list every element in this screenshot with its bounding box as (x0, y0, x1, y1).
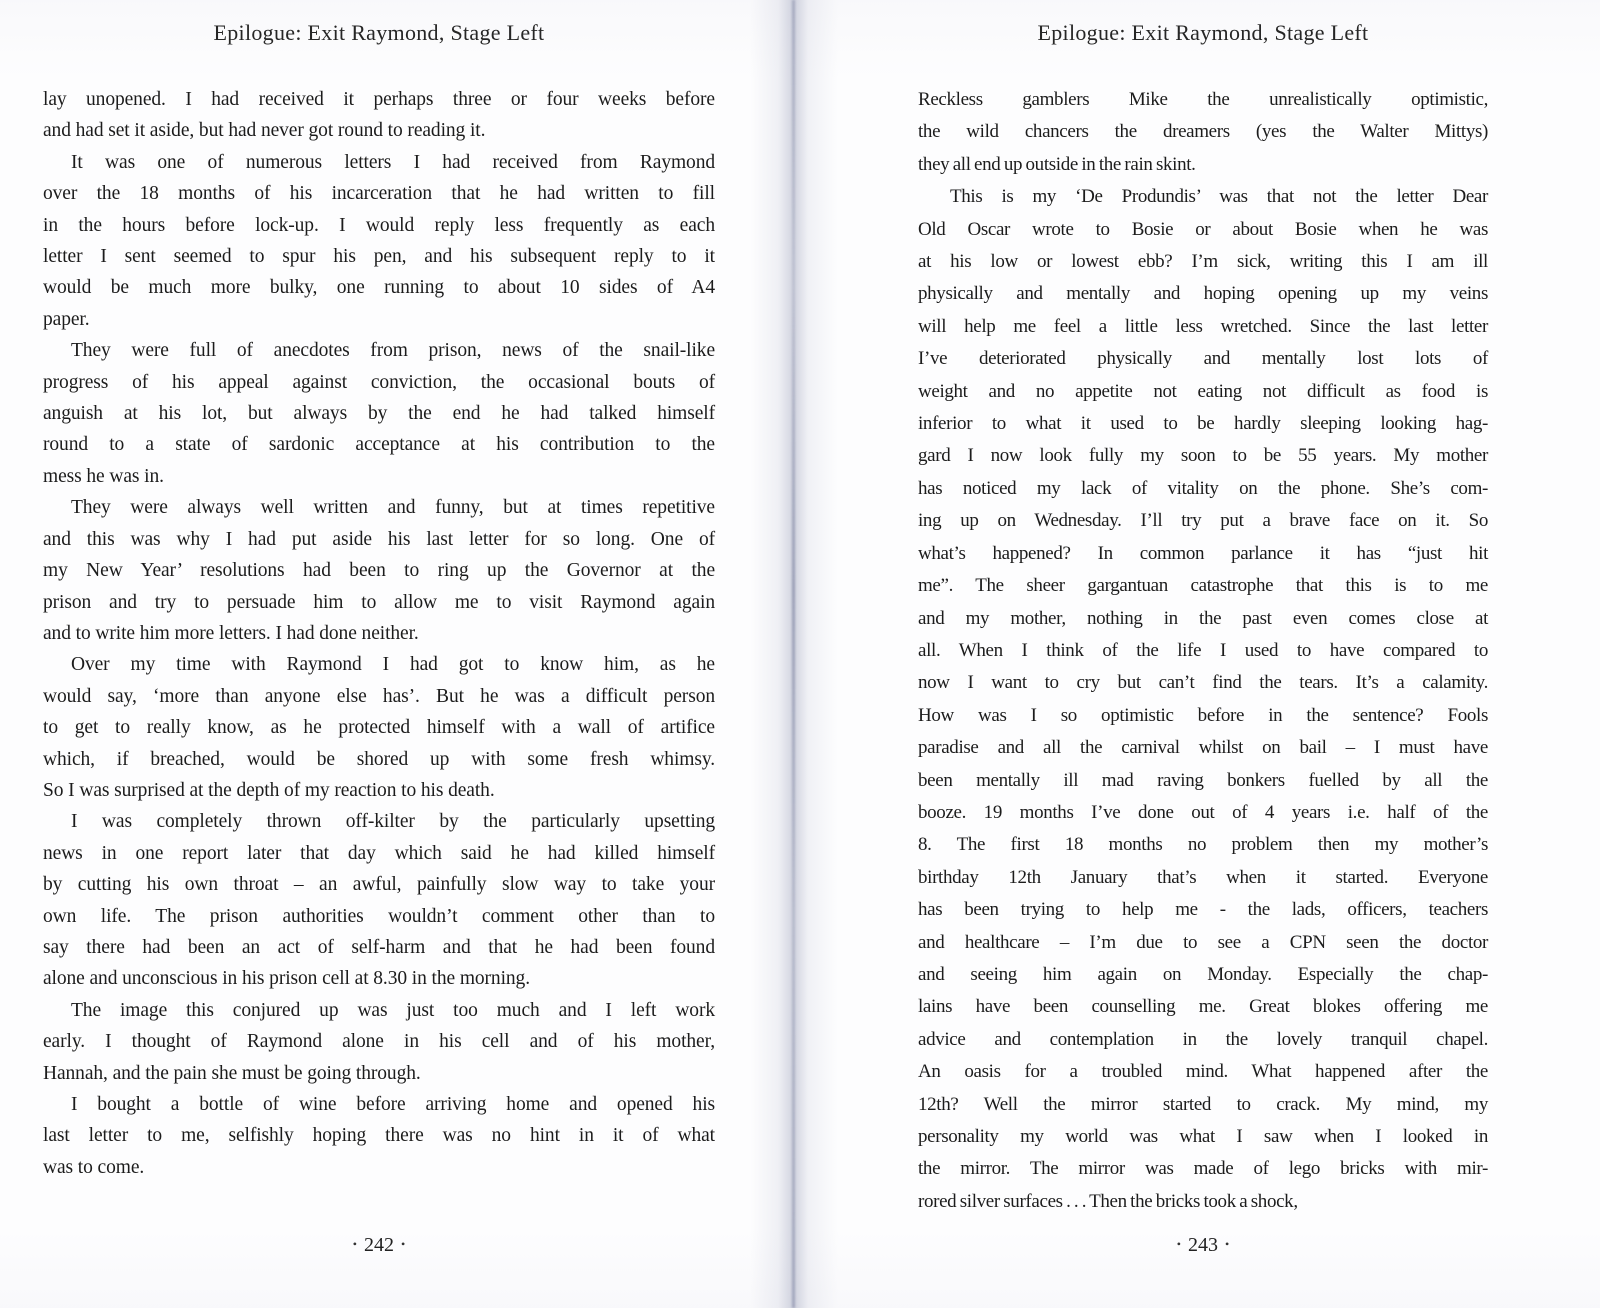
footer-ornament: • (352, 1237, 357, 1251)
text-line: Over my time with Raymond I had got to know him, as he (71, 654, 715, 676)
text-line: I bought a bottle of wine before arriving home and opened his (71, 1094, 715, 1115)
footer-ornament: • (1176, 1237, 1181, 1251)
text-line: inferior to what it used to be hardly sleeping looking hag- (918, 413, 1488, 435)
text-line: will help me feel a little less wretched. Since the last letter (918, 315, 1488, 337)
text-line: and my mother, nothing in the past even comes close at (918, 607, 1488, 629)
text-line: say there had been an act of self-harm and that he had been found (43, 936, 715, 958)
text-line: been mentally ill mad raving bonkers fuelled by all the (918, 769, 1488, 791)
text-line: round to a state of sardonic acceptance at his contribution to the (43, 434, 715, 456)
text-line: has been trying to help me - the lads, officers, teachers (918, 899, 1488, 921)
text-line: physically and mentally and hoping opening up my veins (918, 283, 1488, 305)
text-line: weight and no appetite not eating not difficult as food is (918, 380, 1488, 402)
text-line: and seeing him again on Monday. Especially the chap- (918, 963, 1488, 985)
text-line: birthday 12th January that’s when it started. Everyone (918, 866, 1488, 888)
text-line: and this was why I had put aside his last letter for so long. One of (43, 528, 715, 550)
text-line: booze. 19 months I’ve done out of 4 years i.e. half of the (918, 801, 1488, 823)
page-right (918, 0, 1488, 1308)
text-line: lains have been counselling me. Great blokes offering me (918, 996, 1488, 1018)
text-line: How was I so optimistic before in the sentence? Fools (918, 704, 1488, 726)
text-line: in the hours before lock-up. I would reply less frequently as each (43, 214, 715, 236)
page-number-left (43, 1234, 715, 1257)
text-line: advice and contemplation in the lovely tranquil chapel. (918, 1028, 1488, 1050)
text-line: ing up on Wednesday. I’ll try put a brave face on it. So (918, 510, 1488, 532)
page-body-left (43, 84, 715, 1183)
text-line: what’s happened? In common parlance it has “just hit (918, 542, 1488, 564)
text-line: letter I sent seemed to spur his pen, and his subsequent reply to it (43, 246, 715, 268)
running-header-right: Epilogue: Exit Raymond, Stage Left (1037, 20, 1369, 45)
text-line: all. When I think of the life I used to have compared to (918, 639, 1488, 661)
text-line: Reckless gamblers Mike the unrealistically optimistic, (918, 89, 1488, 110)
text-line: The image this conjured up was just too much and I left work (71, 999, 715, 1021)
text-line: to get to really know, as he protected himself with a wall of artifice (43, 717, 715, 739)
text-line: anguish at his lot, but always by the end he had talked himself (43, 403, 715, 425)
text-line: This is my ‘De Produndis’ was that not the letter Dear (950, 186, 1488, 208)
text-line: I’ve deteriorated physically and mentally lost lots of (918, 348, 1488, 370)
text-line: would be much more bulky, one running to about 10 sides of A4 (43, 277, 715, 299)
running-header-left: Epilogue: Exit Raymond, Stage Left (213, 20, 545, 45)
text-line: An oasis for a troubled mind. What happened after the (918, 1061, 1488, 1083)
text-line: at his low or lowest ebb? I’m sick, writing this I am ill (918, 251, 1488, 273)
text-line: It was one of numerous letters I had received from Raymond (71, 151, 715, 173)
page-body-right (918, 84, 1488, 1218)
text-line: my New Year’ resolutions had been to ring up the Governor at the (43, 560, 715, 582)
text-line: personality my world was what I saw when I looked in (918, 1126, 1488, 1147)
footer-number: 242 (364, 1234, 394, 1256)
text-line: gard I now look fully my soon to be 55 years. My mother (918, 445, 1488, 467)
text-line: the mirror. The mirror was made of lego bricks with mir- (918, 1158, 1488, 1180)
footer-ornament: • (1225, 1237, 1230, 1251)
text-line: and had set it aside, but had never got round to reading it. (43, 120, 486, 142)
text-line: by cutting his own throat – an awful, painfully slow way to take your (43, 874, 715, 896)
text-line: early. I thought of Raymond alone in his cell and of his mother, (43, 1031, 715, 1053)
text-line: They were always well written and funny, but at times repetitive (71, 497, 715, 519)
text-line: was to come. (43, 1156, 145, 1178)
text-line: paper. (43, 308, 90, 330)
text-line: 12th? Well the mirror started to crack. My mind, my (918, 1093, 1488, 1115)
text-line: last letter to me, selfishly hoping there was no hint in it of what (43, 1125, 715, 1147)
text-line: and healthcare – I’m due to see a CPN seen the doctor (918, 931, 1488, 953)
page-number-right (918, 1234, 1488, 1257)
text-line: So I was surprised at the depth of my reaction to his death. (43, 779, 495, 801)
text-line: progress of his appeal against conviction, the occasional bouts of (43, 371, 715, 393)
text-line: now I want to cry but can’t find the tears. It’s a calamity. (918, 672, 1488, 694)
text-line: prison and try to persuade him to allow me to visit Raymond again (43, 591, 715, 613)
text-line: Hannah, and the pain she must be going through. (43, 1062, 421, 1084)
text-line: they all end up outside in the rain skint. (918, 153, 1196, 175)
text-line: over the 18 months of his incarceration that he had written to fill (43, 183, 715, 205)
text-line: has noticed my lack of vitality on the phone. She’s com- (918, 477, 1488, 499)
page-gutter-shadow (750, 0, 838, 1308)
text-line: which, if breached, would be shored up with some fresh whimsy. (43, 748, 715, 770)
text-line: alone and unconscious in his prison cell at 8.30 in the morning. (43, 968, 530, 990)
text-line: me”. The sheer gargantuan catastrophe that this is to me (918, 575, 1488, 597)
footer-number: 243 (1188, 1234, 1218, 1256)
text-line: 8. The first 18 months no problem then my mother’s (918, 834, 1488, 856)
text-line: They were full of anecdotes from prison, news of the snail-like (71, 340, 715, 362)
text-line: rored silver surfaces . . . Then the bricks took a shock, (918, 1190, 1298, 1212)
text-line: lay unopened. I had received it perhaps three or four weeks before (43, 89, 715, 110)
text-line: and to write him more letters. I had done neither. (43, 622, 419, 644)
text-line: would say, ‘more than anyone else has’. But he was a difficult person (43, 685, 715, 707)
page-left (43, 0, 715, 1308)
text-line: the wild chancers the dreamers (yes the Walter Mittys) (918, 121, 1488, 143)
text-line: mess he was in. (43, 465, 164, 487)
text-line: paradise and all the carnival whilst on bail – I must have (918, 737, 1488, 759)
text-line: own life. The prison authorities wouldn’t comment other than to (43, 905, 715, 927)
text-line: news in one report later that day which said he had killed himself (43, 842, 715, 864)
text-line: Old Oscar wrote to Bosie or about Bosie when he was (918, 218, 1488, 240)
footer-ornament: • (401, 1237, 406, 1251)
text-line: I was completely thrown off-kilter by the particularly upsetting (71, 811, 715, 833)
